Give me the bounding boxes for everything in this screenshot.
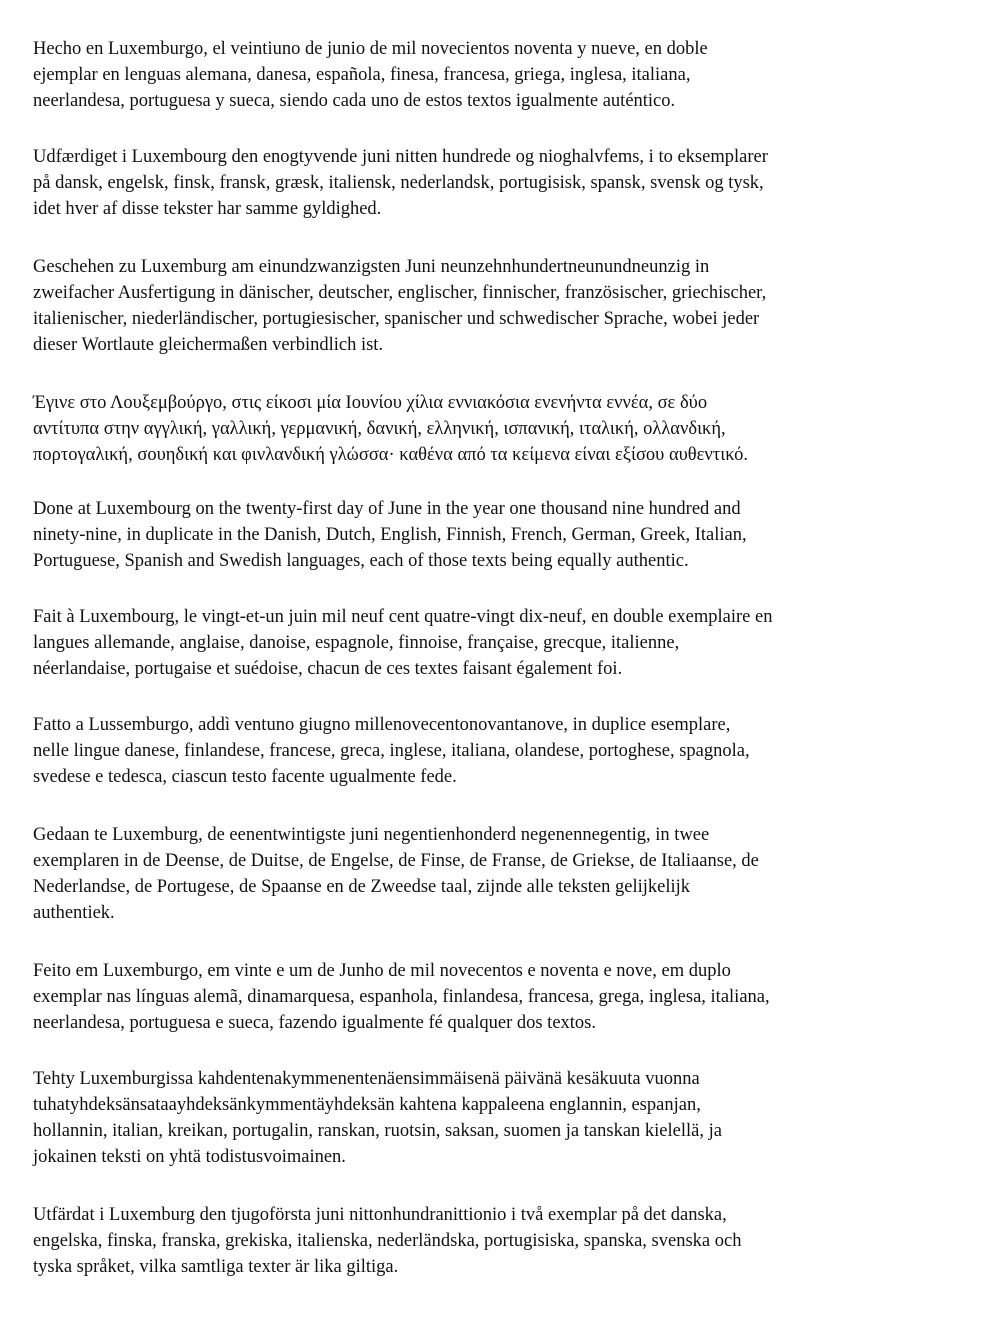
text-line: ninety-nine, in duplicate in the Danish, Dutch, English, Finnish, French, German, Greek, Italian, <box>33 525 747 545</box>
text-line: Hecho en Luxemburgo, el veintiuno de junio de mil novecientos noventa y nueve, en doble <box>33 39 708 59</box>
text-line: nelle lingue danese, finlandese, francese, greca, inglese, italiana, olandese, portoghese, spagnola, <box>33 741 750 761</box>
text-line: langues allemande, anglaise, danoise, espagnole, finnoise, française, grecque, italienne, <box>33 633 680 653</box>
text-line: ejemplar en lenguas alemana, danesa, española, finesa, francesa, griega, inglesa, italiana, <box>33 65 691 85</box>
paragraph-french <box>33 604 993 682</box>
paragraph-italian <box>33 712 993 790</box>
text-line: neerlandesa, portuguesa e sueca, fazendo igualmente fé qualquer dos textos. <box>33 1013 596 1033</box>
paragraph-portuguese <box>33 958 993 1036</box>
paragraph-swedish <box>33 1202 993 1280</box>
text-line: Utfärdat i Luxemburg den tjugoförsta juni nittonhundranittionio i två exemplar på det danska, <box>33 1205 727 1225</box>
paragraph-english <box>33 496 993 574</box>
text-line: Έγινε στο Λουξεμβούργο, στις είκοσι μία Ιουνίου χίλια εννιακόσια ενενήντα εννέα, σε δύο <box>33 393 708 413</box>
text-line: exemplar nas línguas alemã, dinamarquesa, espanhola, finlandesa, francesa, grega, inglesa, italiana, <box>33 987 770 1007</box>
text-line: tyska språket, vilka samtliga texter är lika giltiga. <box>33 1257 399 1277</box>
text-line: engelska, finska, franska, grekiska, italienska, nederländska, portugisiska, spanska, svenska och <box>33 1231 742 1251</box>
text-line: svedese e tedesca, ciascun testo facente ugualmente fede. <box>33 767 457 787</box>
paragraph-german <box>33 254 993 358</box>
text-line: dieser Wortlaute gleichermaßen verbindlich ist. <box>33 335 384 355</box>
text-line: Portuguese, Spanish and Swedish languages, each of those texts being equally authentic. <box>33 551 689 571</box>
text-line: Nederlandse, de Portugese, de Spaanse en de Zweedse taal, zijnde alle teksten gelijkelijk <box>33 877 691 897</box>
text-line: zweifacher Ausfertigung in dänischer, deutscher, englischer, finnischer, französischer, griechischer, <box>33 283 767 303</box>
text-line: Geschehen zu Luxemburg am einundzwanzigsten Juni neunzehnhundertneunundneunzig in <box>33 257 710 277</box>
text-line: hollannin, italian, kreikan, portugalin, ranskan, ruotsin, saksan, suomen ja tanskan kielellä, ja <box>33 1121 722 1141</box>
text-line: Fatto a Lussemburgo, addì ventuno giugno millenovecentonovantanove, in duplice esemplare, <box>33 715 731 735</box>
text-line: tuhatyhdeksänsataayhdeksänkymmentäyhdeksän kahtena kappaleena englannin, espanjan, <box>33 1095 701 1115</box>
text-line: Udfærdiget i Luxembourg den enogtyvende juni nitten hundrede og nioghalvfems, i to eksemplarer <box>33 147 768 167</box>
paragraph-dutch <box>33 822 993 926</box>
text-line: authentiek. <box>33 903 115 923</box>
text-line: neerlandesa, portuguesa y sueca, siendo cada uno de estos textos igualmente auténtico. <box>33 91 676 111</box>
text-line: Feito em Luxemburgo, em vinte e um de Junho de mil novecentos e noventa e nove, em duplo <box>33 961 731 981</box>
text-line: Fait à Luxembourg, le vingt-et-un juin mil neuf cent quatre-vingt dix-neuf, en double exemplaire en <box>33 607 773 627</box>
text-line: αντίτυπα στην αγγλική, γαλλική, γερμανική, δανική, ελληνική, ισπανική, ιταλική, ολλανδική, <box>33 419 726 439</box>
text-line: néerlandaise, portugaise et suédoise, chacun de ces textes faisant également foi. <box>33 659 623 679</box>
text-line: jokainen teksti on yhtä todistusvoimainen. <box>33 1147 346 1167</box>
text-line: Done at Luxembourg on the twenty-first day of June in the year one thousand nine hundred and <box>33 499 741 519</box>
text-line: italienischer, niederländischer, portugiesischer, spanischer und schwedischer Sprache, wobei jeder <box>33 309 760 329</box>
paragraph-finnish <box>33 1066 993 1170</box>
paragraph-spanish <box>33 36 993 114</box>
text-line: Gedaan te Luxemburg, de eenentwintigste juni negentienhonderd negenennegentig, in twee <box>33 825 710 845</box>
paragraph-greek <box>33 390 993 468</box>
text-line: idet hver af disse tekster har samme gyldighed. <box>33 199 382 219</box>
text-line: exemplaren in de Deense, de Duitse, de Engelse, de Finse, de Franse, de Griekse, de Italiaanse, de <box>33 851 759 871</box>
paragraph-danish <box>33 144 993 222</box>
text-line: på dansk, engelsk, finsk, fransk, græsk, italiensk, nederlandsk, portugisisk, spansk, svensk og tysk, <box>33 173 764 193</box>
text-line: πορτογαλική, σουηδική και φινλανδική γλώσσα· καθένα από τα κείμενα είναι εξίσου αυθεντικό. <box>33 445 748 465</box>
text-line: Tehty Luxemburgissa kahdentenakymmenentenäensimmäisenä päivänä kesäkuuta vuonna <box>33 1069 700 1089</box>
